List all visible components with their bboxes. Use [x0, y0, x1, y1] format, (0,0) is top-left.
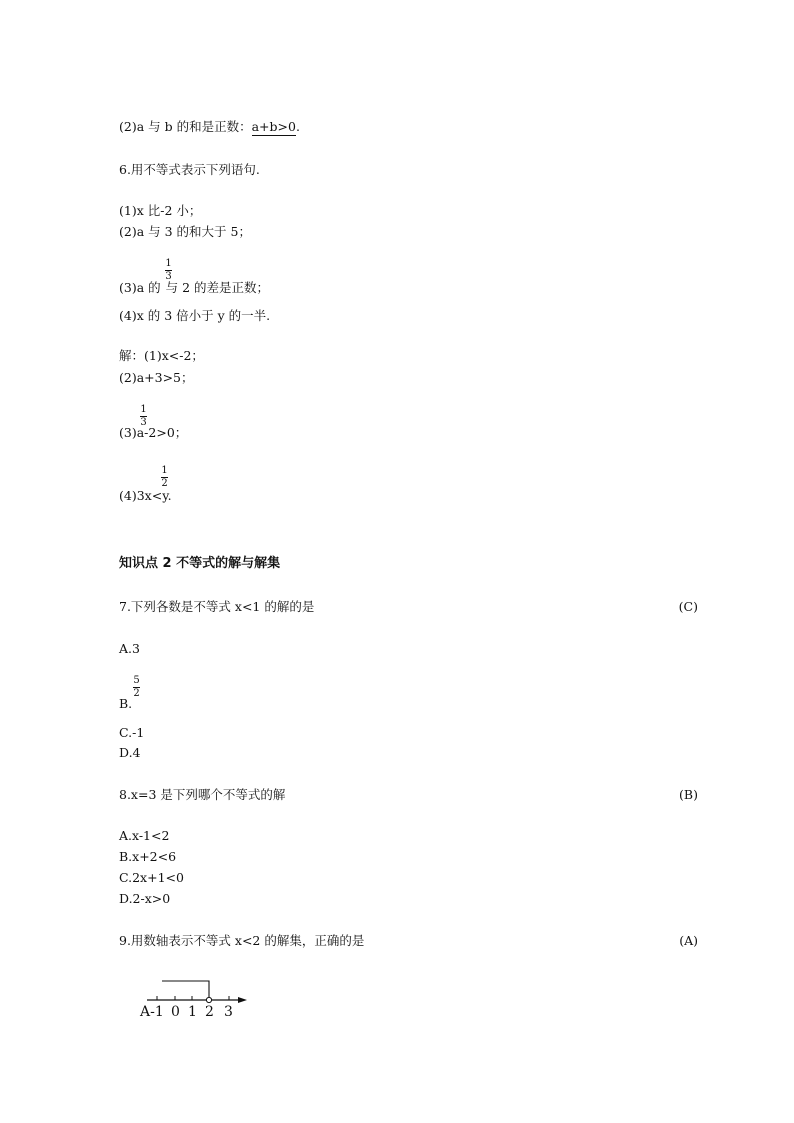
q5-line-2 [119, 119, 300, 135]
fraction-denominator: 2 [161, 478, 168, 489]
q8-answer: (B) [679, 787, 698, 802]
q7-option-b-fraction [133, 676, 140, 699]
q6-title: 6.用不等式表示下列语句. [119, 162, 260, 177]
q6-item-3 [119, 280, 269, 296]
axis-label-3: 3 [224, 1004, 233, 1020]
q7-option-d: D.4 [119, 745, 141, 760]
fraction-denominator: 2 [133, 688, 140, 699]
open-endpoint-circle [206, 997, 211, 1002]
fraction-numerator: 1 [165, 258, 172, 269]
axis-label-a-minus-1: A-1 [140, 1004, 164, 1020]
axis-label-0: 0 [171, 1004, 180, 1020]
q6-item-3-start: (3)a 的 [119, 280, 161, 295]
q7-answer: (C) [678, 599, 698, 614]
q9-stem: 9.用数轴表示不等式 x<2 的解集，正确的是 [119, 933, 365, 948]
fraction-denominator: 3 [165, 271, 172, 282]
q6-item-1: (1)x 比-2 小； [119, 203, 202, 218]
q6-item-3-end: 与 2 的差是正数； [165, 280, 270, 295]
q6-item-3-fraction [165, 259, 172, 282]
q6-solution-2: (2)a+3>5； [119, 370, 194, 385]
q8-option-a: A.x-1<2 [119, 828, 170, 843]
axis-label-2: 2 [205, 1004, 214, 1020]
q7-option-a: A.3 [119, 641, 140, 656]
q6-solution-1: 解：(1)x<-2； [119, 348, 204, 363]
q9-answer: (A) [679, 933, 698, 948]
q5-line-2-end: . [295, 119, 300, 134]
solution-set-bracket [162, 981, 209, 997]
number-line-figure [135, 972, 255, 1022]
q6-solution-4-prefix: (4)3x< [119, 488, 163, 503]
q5-line-2-text: (2)a 与 b 的和是正数： [119, 119, 252, 134]
q6-solution-4-fraction [161, 466, 168, 489]
axis-arrow-icon [238, 997, 247, 1003]
q7-option-b: B. [119, 696, 133, 711]
q6-solution-4-rest: y. [162, 488, 172, 503]
fraction-numerator: 5 [133, 675, 140, 686]
axis-label-1: 1 [188, 1004, 197, 1020]
q6-solution-3 [119, 425, 187, 441]
q8-option-b: B.x+2<6 [119, 849, 177, 864]
q8-stem: 8.x=3 是下列哪个不等式的解 [119, 787, 286, 802]
q6-solution-3-prefix: (3) [119, 425, 137, 440]
q6-item-2: (2)a 与 3 的和大于 5； [119, 224, 251, 239]
q8-option-c: C.2x+1<0 [119, 870, 184, 885]
q6-solution-4 [119, 488, 172, 504]
q7-stem: 7.下列各数是不等式 x<1 的解的是 [119, 599, 315, 614]
section-title: 知识点 2 不等式的解与解集 [119, 556, 281, 571]
q7-option-c: C.-1 [119, 725, 145, 740]
fraction-numerator: 1 [161, 465, 168, 476]
fraction-denominator: 3 [140, 417, 147, 428]
q6-solution-3-rest: a-2>0； [136, 425, 188, 440]
q8-option-d: D.2-x>0 [119, 891, 171, 906]
fraction-numerator: 1 [140, 404, 147, 415]
q6-item-4: (4)x 的 3 倍小于 y 的一半. [119, 308, 271, 323]
q5-line-2-answer: a+b>0 [251, 119, 296, 134]
